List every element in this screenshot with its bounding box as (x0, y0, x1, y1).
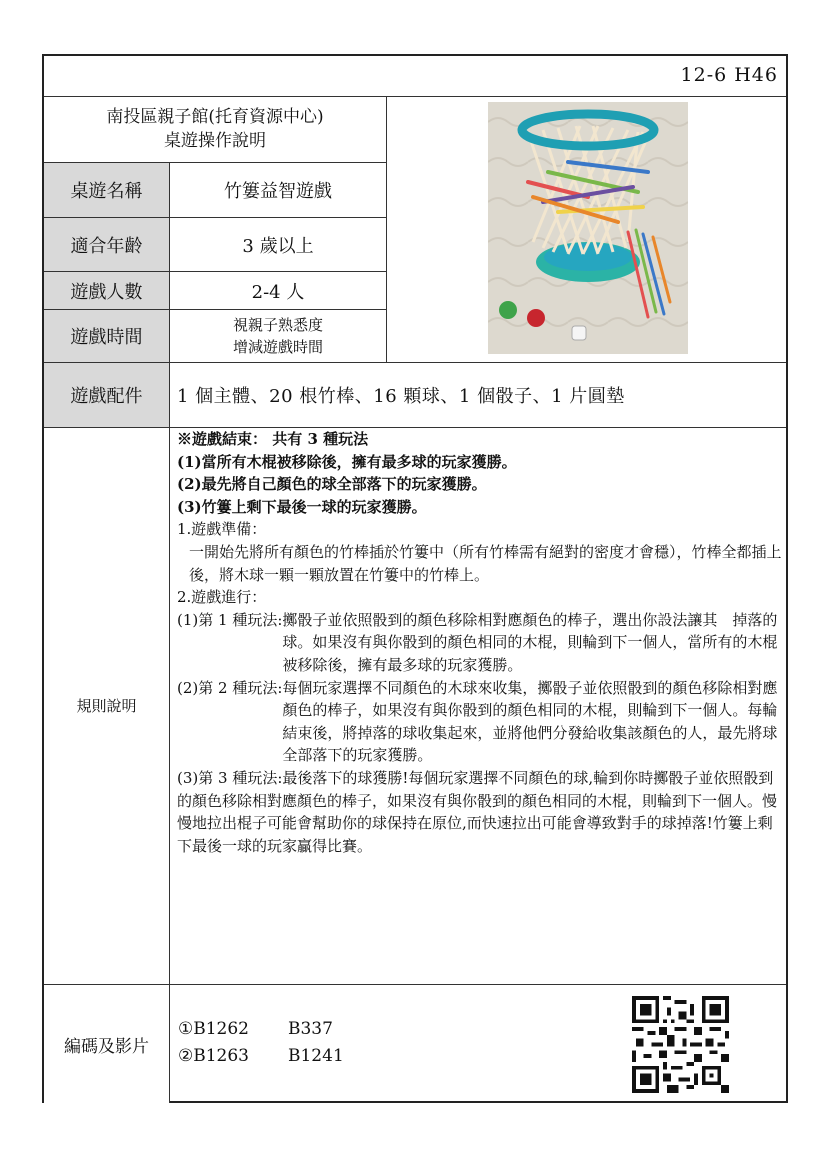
org-title (44, 96, 386, 162)
mode-3-text: 最後落下的球獲勝!每個玩家選擇不同顏色的球,輪到你時擲骰子並依照骰到的顏色移除相對應顏色的棒子，如果沒有與你骰到的顏色相同的木棍，則輪到下一個人。慢慢地拉出棍子可能會幫助你的球保持在原位,而快速拉出可能會導致對手的球掉落!竹簍上剩下最後一球的玩家贏得比賽。 (177, 768, 778, 855)
code-row-1 (178, 1016, 344, 1043)
mode-1-head: (1)第 1 種玩法: (177, 610, 283, 629)
field-value-time (170, 310, 386, 362)
code-list (178, 1016, 344, 1070)
code-row-2 (178, 1043, 344, 1070)
qr-code[interactable] (632, 996, 729, 1093)
org-name: 南投區親子館(托育資源中心) (106, 107, 324, 127)
end-rule-2: (2)最先將自己顏色的球全部落下的玩家獲勝。 (177, 475, 487, 494)
field-value-players: 2-4 人 (251, 281, 305, 303)
mode-2-text: 每個玩家選擇不同顏色的木球來收集，擲骰子並依照骰到的顏色移除相對應顏色的棒子，如果沒有與你骰到的顏色相同的木棍，則輪到下一個人。每輪結束後，將掉落的球收集起來，並將他們分發給收集該顏色的人，最先將球全部落下的玩家獲勝。 (282, 678, 778, 765)
field-label-players: 遊戲人數 (44, 272, 169, 309)
field-label-age: 適合年齡 (44, 218, 169, 271)
end-rule-3: (3)竹簍上剩下最後一球的玩家獲勝。 (177, 497, 427, 516)
field-label-codes: 編碼及影片 (44, 985, 169, 1103)
field-label-name: 桌遊名稱 (44, 163, 169, 217)
field-label-parts: 遊戲配件 (44, 363, 169, 427)
mode-2-head: (2)第 2 種玩法: (177, 678, 283, 697)
code-2a: ②B1263 (178, 1046, 249, 1066)
end-rule-1: (1)當所有木棍被移除後，擁有最多球的玩家獲勝。 (177, 452, 517, 471)
prep-text: 一開始先將所有顏色的竹棒插於竹簍中（所有竹棒需有絕對的密度才會穩），竹棒全都插上後，將木球一顆一顆放置在竹簍中的竹棒上。 (189, 542, 782, 584)
mode-1-text: 擲骰子並依照骰到的顏色移除相對應顏色的棒子，選出你設法讓其 掉落的球。如果沒有與你骰到的顏色相同的木棍，則輪到下一個人，當所有的木棍被移除後，擁有最多球的玩家獲勝。 (282, 610, 778, 674)
field-value-parts: 1 個主體、20 根竹棒、16 顆球、1 個骰子、1 片圓墊 (177, 386, 625, 407)
sheet-title: 桌遊操作說明 (164, 131, 266, 151)
prep-title: 1.遊戲準備： (177, 520, 267, 539)
mode-3-head: (3)第 3 種玩法: (177, 768, 283, 787)
mode-1 (177, 609, 783, 677)
code-1a: ①B1262 (178, 1019, 249, 1039)
code-1b: B337 (288, 1019, 333, 1039)
mode-2 (177, 677, 783, 767)
bamboo-basket-illustration (488, 102, 688, 354)
end-title: ※遊戲結束： 共有 3 種玩法 (177, 430, 369, 448)
rules-text (177, 428, 783, 857)
play-title: 2.遊戲進行： (177, 588, 267, 607)
field-value-name: 竹簍益智遊戲 (224, 181, 332, 202)
field-label-time: 遊戲時間 (44, 310, 169, 362)
code-2b: B1241 (288, 1046, 344, 1066)
document-code: 12-6 H46 (680, 64, 778, 86)
time-line-1: 視親子熟悉度 (232, 316, 323, 334)
instruction-sheet (42, 54, 788, 1103)
game-photo (488, 102, 688, 354)
field-label-rules: 規則說明 (76, 697, 137, 715)
field-value-age: 3 歲以上 (242, 235, 314, 257)
time-line-2: 增減遊戲時間 (232, 338, 323, 356)
mode-3 (177, 767, 783, 857)
